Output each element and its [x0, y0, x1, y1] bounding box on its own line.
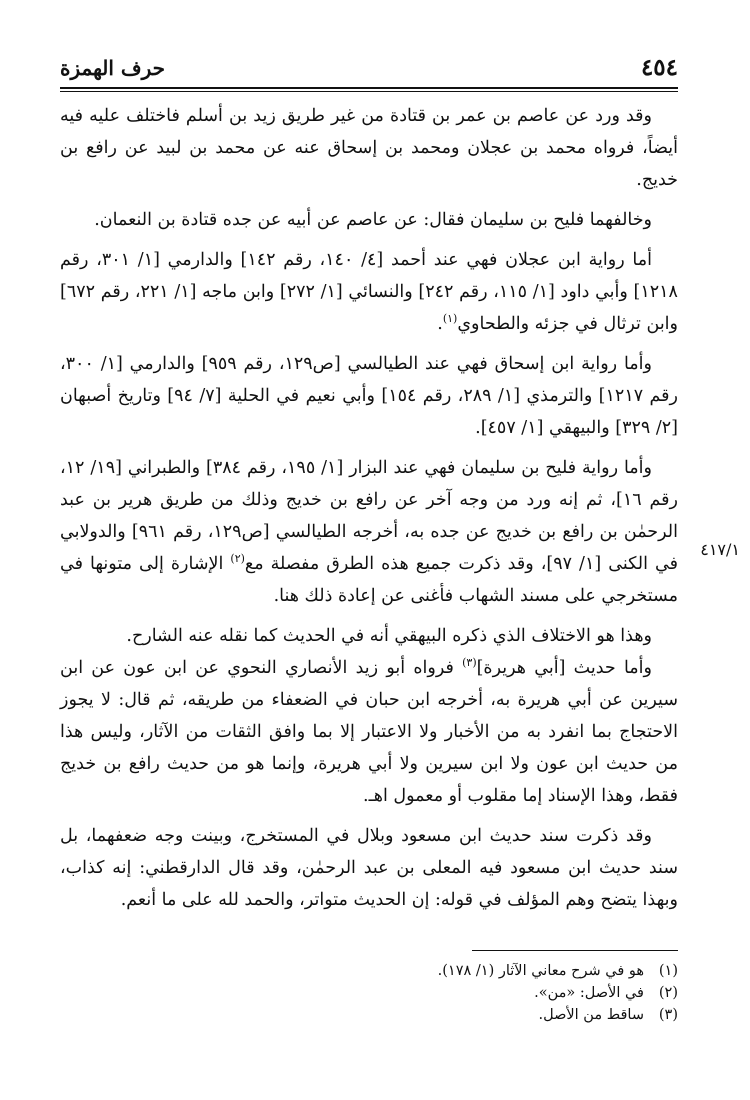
footnote-number: (١) [658, 963, 678, 979]
paragraph-text: وأما رواية ابن إسحاق فهي عند الطيالسي [ص١٢٩، رقم ٩٥٩] والدارمي [١/ ٣٠٠، رقم ١٢١٧] والترمذي [١/ ٢٨٩، رقم ١٥٤] وأبي نعيم في الحلية [٧/ ٩٤] وتاريخ أصبهان [٢/ ٣٢٩] والبيهقي [١/ ٤٥٧]. [60, 354, 678, 438]
page-header [60, 50, 678, 86]
footnote [60, 1004, 678, 1026]
paragraph-text: وأما رواية فليح بن سليمان فهي عند البزار [١/ ١٩٥، رقم ٣٨٤] والطبراني [١٩/ ١٢، رقم ١٦]، ثم إنه ورد من وجه آخر عن رافع بن خديج وذلك من طريق هرير بن عبد الرحمٰن بن رافع بن خديج عن جده به، أخرجه الطيالسي [ص١٢٩، رقم ٩٦١] والدولابي في الكنى [١/ ٩٧]، وقد ذكرت جميع هذه الطرق مفصلة مع [60, 458, 678, 574]
paragraph-text: أما رواية ابن عجلان فهي عند أحمد [٤/ ١٤٠، رقم ١٤٢] والدارمي [١/ ٣٠١، رقم ١٢١٨] وأبي داود [١/ ١١٥، رقم ٢٤٢] والنسائي [١/ ٢٧٢] وابن ماجه [١/ ٢٢١، رقم ٦٧٢] وابن ترثال في جزئه والطحاوي [60, 250, 678, 334]
paragraph [60, 452, 678, 612]
footnote-reference[interactable]: (١) [442, 312, 458, 326]
paragraph-text: فرواه أبو زيد الأنصاري النحوي عن ابن عون عن ابن سيرين عن أبي هريرة به، أخرجه ابن حبان في الضعفاء من طريقه، ثم قال: لا يجوز الاحتجاج بما انفرد به من الأخبار ولا الاعتبار إلا بما وافق الثقات من الآثار، وليس هذا من حديث ابن عون ولا ابن سيرين ولا أبي هريرة، وإنما هو من حديث رافع بن خديج فقط، وهذا الإسناد إما مقلوب أو معمول اهـ. [60, 658, 678, 806]
footnotes [60, 960, 678, 1026]
paragraph: أما رواية ابن عجلان فهي عند أحمد [٤/ ١٤٠، رقم ١٤٢] والدارمي [١/ ٣٠١، رقم ١٢١٨] وأبي داود [١/ ١١٥، رقم ٢٤٢] والنسائي [١/ ٢٧٢] وابن ماجه [١/ ٢٢١، رقم ٦٧٢] وابن ترثال في جزئه والطحاوي$^{(١)}$. [60, 250, 678, 334]
paragraph-text: وقد ورد عن عاصم بن عمر بن قتادة من غير طريق زيد بن أسلم فاختلف عليه فيه أيضاً، فرواه محمد بن عجلان ومحمد بن إسحاق عنه عن محمد بن لبيد عن رافع بن خديج. [60, 106, 678, 190]
paragraph-text: وهذا هو الاختلاف الذي ذكره البيهقي أنه في الحديث كما نقله عنه الشارح. [126, 626, 652, 646]
paragraph [60, 820, 678, 916]
footnote-number: (٢) [658, 985, 678, 1001]
margin-folio-note: ٤١٧/١ [700, 540, 740, 559]
paragraph-text: وأما حديث [أبي هريرة] [476, 658, 652, 678]
header-rule-thick [60, 87, 678, 89]
paragraph [60, 652, 678, 812]
footnote-text: ساقط من الأصل. [538, 1007, 644, 1023]
footnote [60, 982, 678, 1004]
footnote-text: هو في شرح معاني الآثار (١/ ١٧٨). [437, 963, 644, 979]
header-rule-thin [60, 91, 678, 92]
main-text [60, 100, 678, 924]
paragraph [60, 348, 678, 444]
paragraph [60, 100, 678, 196]
footnote [60, 960, 678, 982]
paragraph [60, 620, 678, 652]
footnote-reference[interactable]: (٢) [230, 552, 245, 566]
running-title: حرف الهمزة [60, 56, 166, 80]
paragraph-text: وخالفهما فليح بن سليمان فقال: عن عاصم عن أبيه عن جده قتادة بن النعمان. [94, 210, 652, 230]
footnote-separator [472, 950, 678, 951]
footnote-text: في الأصل: «من». [534, 985, 644, 1001]
paragraph [60, 204, 678, 236]
footnote-number: (٣) [658, 1007, 678, 1023]
paragraph-text: وقد ذكرت سند حديث ابن مسعود وبلال في المستخرج، وبينت وجه ضعفهما، بل سند حديث ابن مسعود فيه المعلى بن عبد الرحمٰن، وقد قال الدارقطني: إنه كذاب، وبهذا يتضح وهم المؤلف في قوله: إن الحديث متواتر، والحمد لله على ما أنعم. [60, 826, 678, 910]
footnote-reference[interactable]: (٣) [462, 656, 477, 670]
page-number: ٤٥٤ [640, 54, 678, 81]
paragraph-text: الإشارة إلى متونها في مستخرجي على مسند الشهاب فأغنى عن إعادة ذلك هنا. [60, 554, 678, 606]
